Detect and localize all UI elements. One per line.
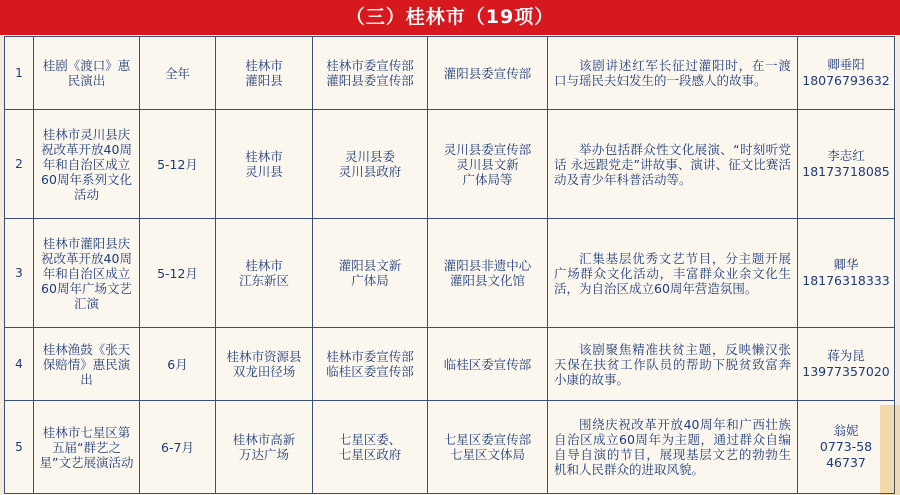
contact-name: 卿华 — [833, 257, 859, 272]
executor-cell-line: 七星区文体局 — [449, 447, 525, 462]
organizer-cell-line: 灌阳县委宣传部 — [326, 73, 414, 88]
description-cell: 围绕庆祝改革开放40周年和广西壮族自治区成立60周年为主题，通过群众自编自导自演的节目，展现基层文艺的勃勃生机和人民群众的进取风貌。 — [548, 401, 798, 494]
organizer-cell-line: 七星区政府 — [338, 447, 402, 462]
location-cell — [216, 37, 313, 110]
description-cell: 举办包括群众性文化展演、“时刻听党话 永远跟党走”讲故事、演讲、征文比赛活动及青少年科普活动等。 — [548, 110, 798, 219]
organizer-cell-line: 灵川县委 — [344, 149, 395, 164]
activity-name-cell: 桂剧《渡口》惠民演出 — [34, 37, 140, 110]
organizer-cell — [313, 401, 428, 494]
executor-cell — [428, 110, 548, 219]
location-cell — [216, 328, 313, 401]
location-cell — [216, 110, 313, 219]
row-number-cell: 2 — [5, 110, 34, 219]
organizer-cell-line: 桂林市委宣传部 — [326, 58, 414, 73]
row-number-cell: 3 — [5, 219, 34, 328]
executor-cell — [428, 328, 548, 401]
organizer-cell-line: 灌阳县文新 — [338, 258, 402, 273]
row-number-cell: 1 — [5, 37, 34, 110]
executor-cell-line: 灌阳县委宣传部 — [443, 65, 532, 81]
description-cell: 该剧聚焦精准扶贫主题，反映懒汉张天保在扶贫工作队员的帮助下脱贫致富奔小康的故事。 — [548, 328, 798, 401]
contact-cell — [798, 37, 895, 110]
contact-name: 卿垂阳 — [827, 57, 865, 72]
organizer-cell-line: 桂林市委宣传部 — [326, 349, 414, 364]
time-cell: 6-7月 — [140, 401, 216, 494]
contact-phone: 18173718085 — [802, 164, 890, 179]
location-cell-line: 双龙田径场 — [232, 364, 296, 379]
contact-phone: 0773-5846737 — [819, 439, 873, 470]
location-cell-line: 桂林市 — [245, 149, 283, 164]
table-row — [5, 401, 895, 494]
time-cell: 5-12月 — [140, 110, 216, 219]
contact-cell — [798, 219, 895, 328]
organizer-cell-line: 广体局 — [351, 273, 389, 288]
location-cell — [216, 219, 313, 328]
time-cell: 5-12月 — [140, 219, 216, 328]
executor-cell-line: 灌阳县非遗中心 — [443, 258, 532, 273]
row-number-cell: 4 — [5, 328, 34, 401]
activity-name-cell: 桂林市灌阳县庆祝改革开放40周年和自治区成立60周年广场文艺汇演 — [34, 219, 140, 328]
contact-phone: 13977357020 — [802, 364, 890, 379]
contact-name: 蒋为昆 — [827, 348, 865, 363]
location-cell-line: 灌阳县 — [245, 73, 283, 88]
organizer-cell — [313, 37, 428, 110]
executor-cell-line: 临桂区委宣传部 — [443, 356, 532, 372]
description-cell: 该剧讲述红军长征过灌阳时，在一渡口与瑶民夫妇发生的一段感人的故事。 — [548, 37, 798, 110]
organizer-cell-line: 七星区委、 — [338, 432, 402, 447]
location-cell-line: 万达广场 — [238, 447, 289, 462]
activity-name-cell: 桂林渔鼓《张天保赔情》惠民演出 — [34, 328, 140, 401]
executor-cell-line: 灵川县文新 — [456, 156, 519, 172]
location-cell-line: 桂林市高新 — [232, 432, 296, 447]
location-cell-line: 江东新区 — [238, 273, 289, 288]
organizer-cell — [313, 110, 428, 219]
organizer-cell-line: 临桂区委宣传部 — [326, 364, 414, 379]
executor-cell — [428, 37, 548, 110]
location-cell-line: 桂林市 — [245, 58, 283, 73]
table-row — [5, 37, 895, 110]
location-cell-line: 桂林市 — [245, 258, 283, 273]
activity-name-cell: 桂林市七星区第五届“群艺之星”文艺展演活动 — [34, 401, 140, 494]
contact-cell — [798, 401, 895, 494]
contact-phone: 18076793632 — [802, 73, 890, 88]
organizer-cell — [313, 328, 428, 401]
table-row — [5, 219, 895, 328]
executor-cell-line: 灌阳县文化馆 — [449, 273, 525, 288]
executor-cell — [428, 401, 548, 494]
time-cell: 6月 — [140, 328, 216, 401]
row-number-cell: 5 — [5, 401, 34, 494]
activity-table — [4, 36, 895, 494]
contact-cell — [798, 110, 895, 219]
table-row — [5, 110, 895, 219]
activity-name-cell: 桂林市灵川县庆祝改革开放40周年和自治区成立60周年系列文化活动 — [34, 110, 140, 219]
section-banner — [0, 0, 900, 35]
location-cell — [216, 401, 313, 494]
contact-name: 翁妮 — [833, 423, 859, 438]
contact-phone: 18176318333 — [802, 273, 890, 288]
section-title: （三）桂林市（19项） — [345, 6, 555, 28]
executor-cell-line: 广体局等 — [462, 171, 513, 187]
executor-cell-line: 七星区委宣传部 — [443, 432, 532, 447]
time-cell: 全年 — [140, 37, 216, 110]
description-cell: 汇集基层优秀文艺节目，分主题开展广场群众文化活动，丰富群众业余文化生活，为自治区成立60周年营造氛围。 — [548, 219, 798, 328]
location-cell-line: 灵川县 — [245, 164, 283, 179]
organizer-cell — [313, 219, 428, 328]
executor-cell-line: 灵川县委宣传部 — [443, 141, 532, 157]
contact-cell — [798, 328, 895, 401]
contact-name: 李志红 — [827, 148, 865, 163]
table-row — [5, 328, 895, 401]
organizer-cell-line: 灵川县政府 — [338, 164, 402, 179]
location-cell-line: 桂林市资源县 — [226, 349, 302, 364]
executor-cell — [428, 219, 548, 328]
